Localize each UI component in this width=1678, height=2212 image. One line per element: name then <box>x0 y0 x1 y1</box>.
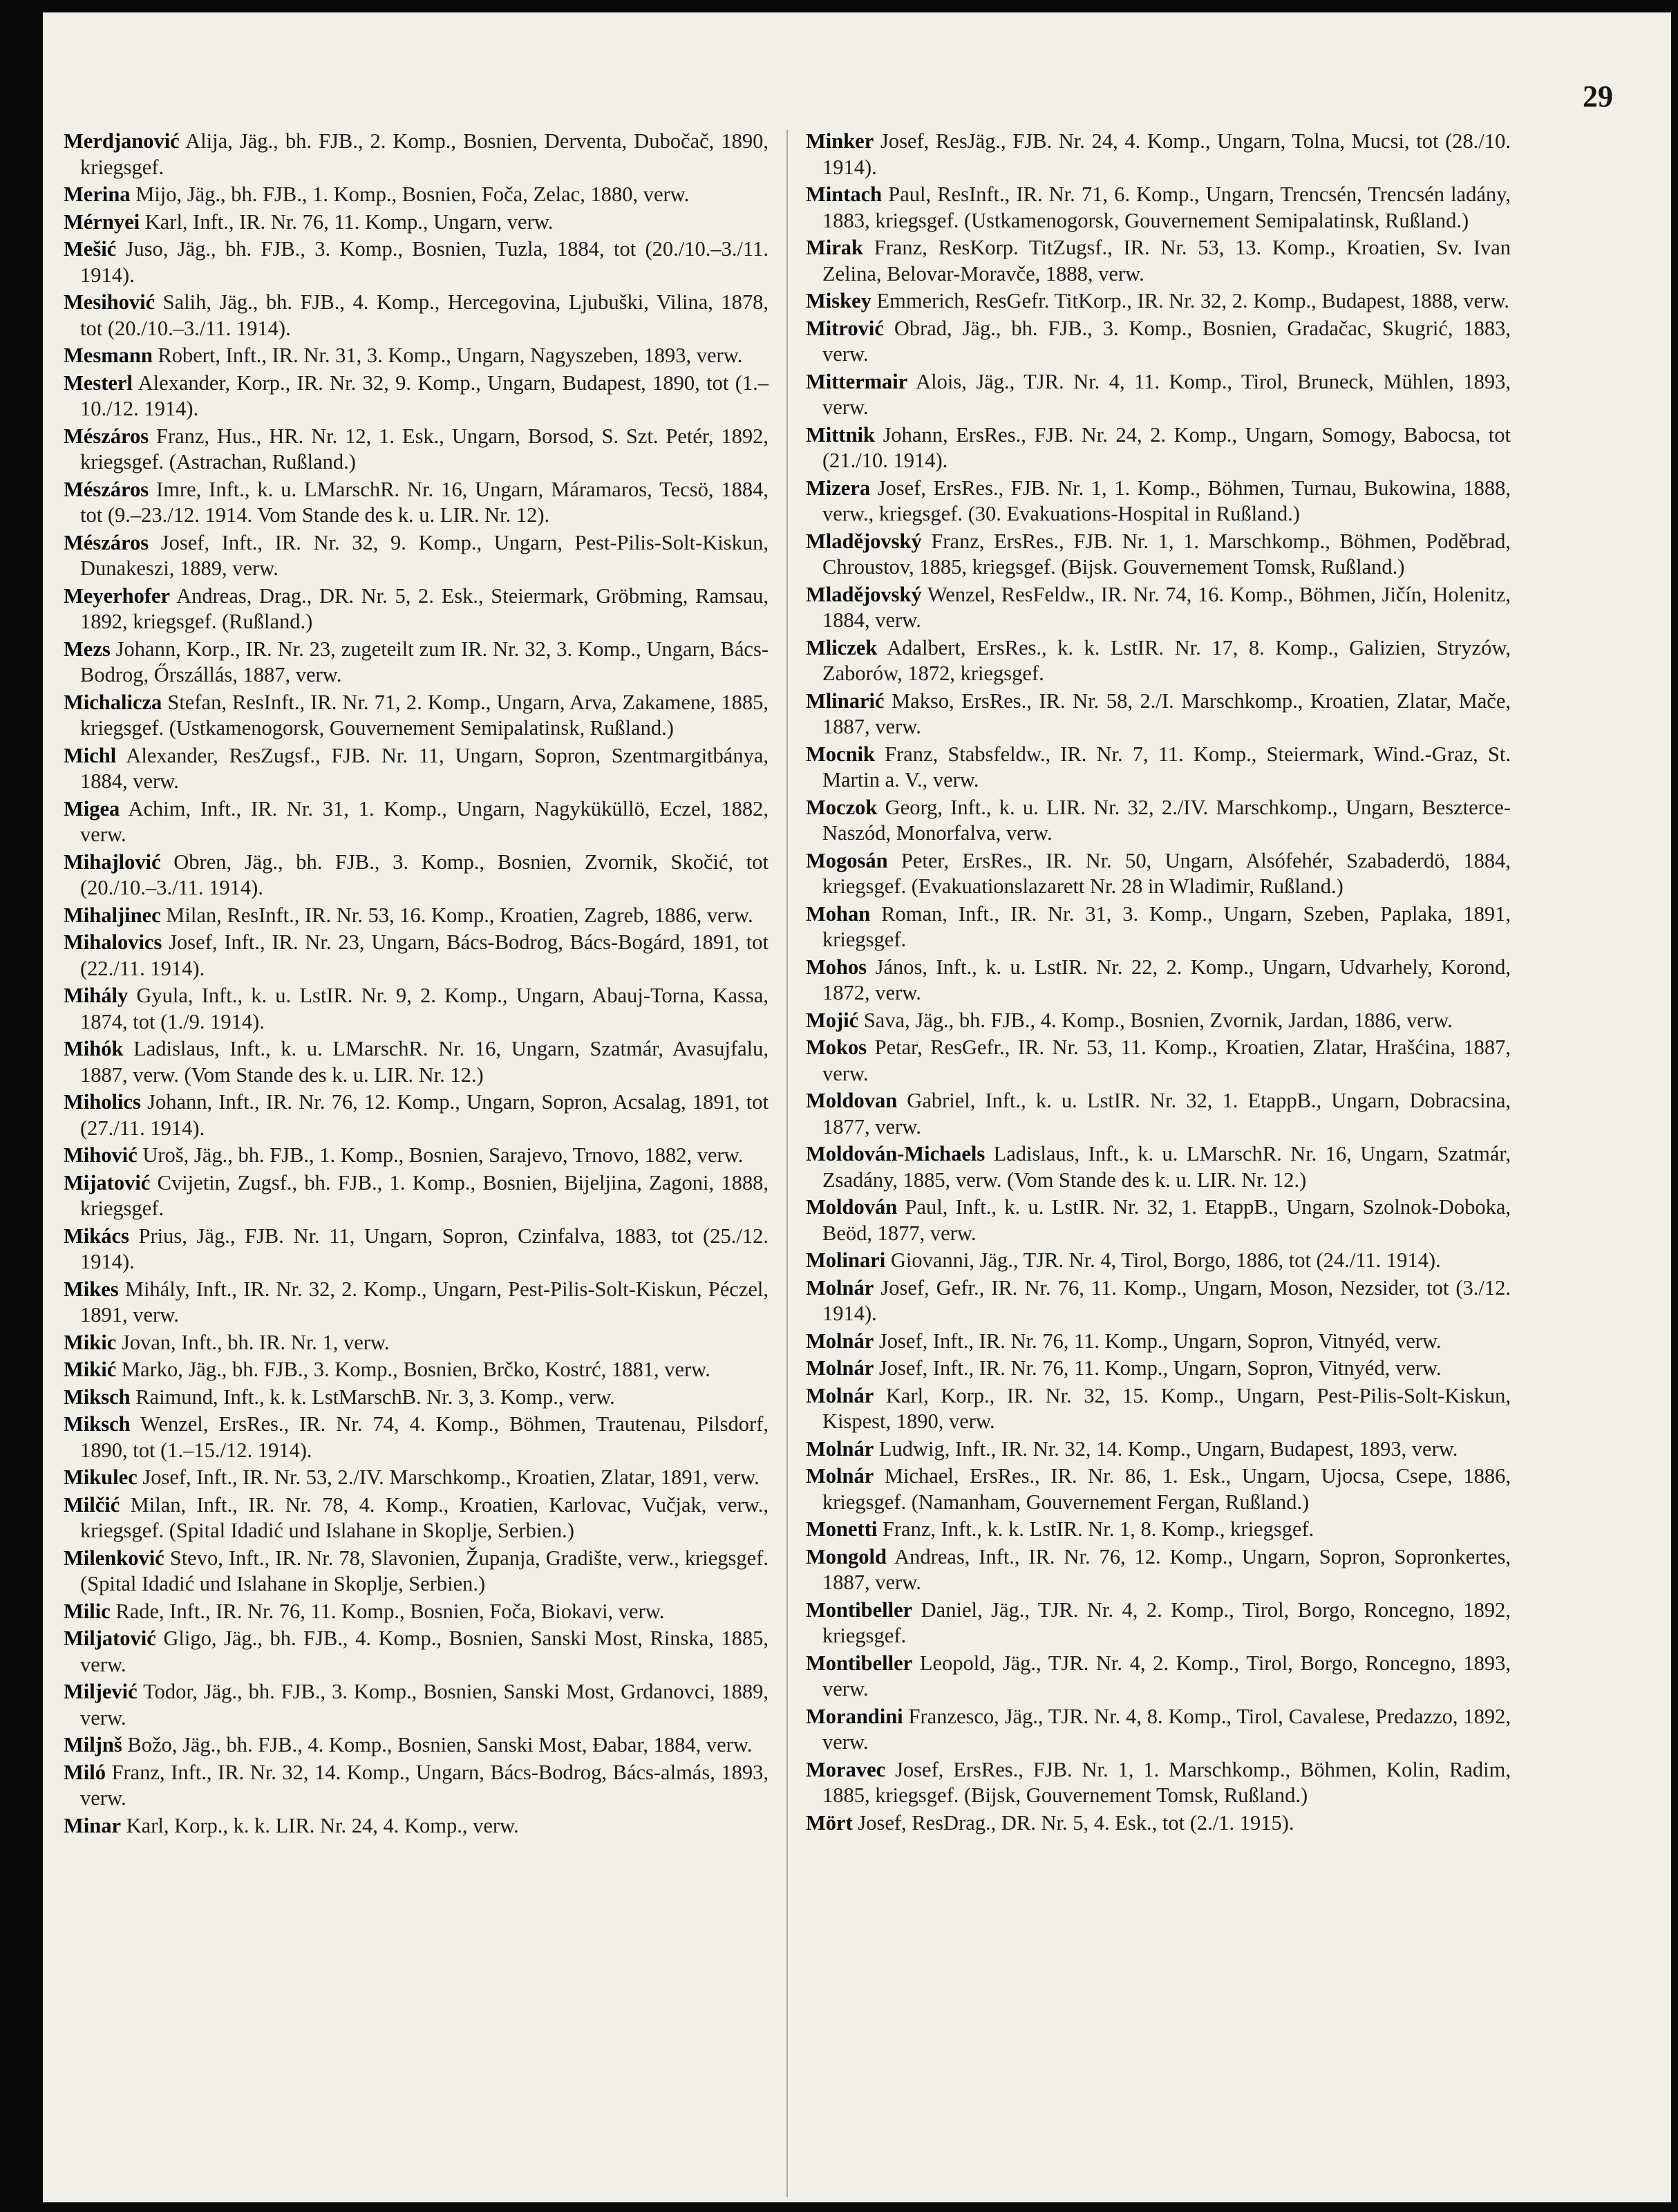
entry-surname: Migea <box>64 796 120 821</box>
entry-details: Josef, ErsRes., FJB. Nr. 1, 1. Marschkomp., Böhmen, Kolin, Radim, 1885, kriegsgef. (Bijsk, Gouvernement Tomsk, Rußland.) <box>822 1757 1511 1807</box>
entry-surname: Molnár <box>806 1275 874 1300</box>
entry-surname: Mliczek <box>806 635 878 659</box>
entry-details: Ludwig, Inft., IR. Nr. 32, 14. Komp., Ungarn, Budapest, 1893, verw. <box>878 1436 1458 1461</box>
entry-details: Michael, ErsRes., IR. Nr. 86, 1. Esk., Ungarn, Ujocsa, Csepe, 1886, kriegsgef. (Namanham, Gouvernement Fergan, Rußland.) <box>822 1464 1511 1514</box>
entry-surname: Mihaljinec <box>64 903 161 927</box>
entry-details: Franz, ErsRes., FJB. Nr. 1, 1. Marschkomp., Böhmen, Poděbrad, Chroustov, 1885, kriegsgef. (Bijsk. Gouvernement Tomsk, Rußland.) <box>822 529 1511 579</box>
entry-details: Milan, Inft., IR. Nr. 78, 4. Komp., Kroatien, Karlovac, Vučjak, verw., kriegsgef. (Spital Idadić und Islahane in Skoplje, Serbien.) <box>80 1492 769 1542</box>
register-entry <box>64 1412 769 1463</box>
entry-details: Josef, ErsRes., FJB. Nr. 1, 1. Komp., Böhmen, Turnau, Bukowina, 1888, verw., kriegsgef. (30. Evakuations-Hospital in Rußland.) <box>822 476 1511 525</box>
entry-details: Alexander, Korp., IR. Nr. 32, 9. Komp., Ungarn, Budapest, 1890, tot (1.–10./12. 1914). <box>80 371 769 420</box>
entry-details: Franz, Stabsfeldw., IR. Nr. 7, 11. Komp., Steiermark, Wind.-Graz, St. Martin a. V., verw. <box>822 742 1511 791</box>
entry-surname: Mohan <box>806 901 871 926</box>
register-entry <box>806 422 1511 474</box>
entry-surname: Mojić <box>806 1008 859 1032</box>
entry-surname: Molnár <box>806 1383 874 1407</box>
register-entry <box>64 743 769 795</box>
entry-surname: Minar <box>64 1813 122 1837</box>
entry-details: Josef, Inft., IR. Nr. 76, 11. Komp., Ungarn, Sopron, Vitnyéd, verw. <box>878 1356 1442 1380</box>
register-entry <box>64 1492 769 1544</box>
entry-details: Alexander, ResZugsf., FJB. Nr. 11, Ungarn, Sopron, Szentmargitbánya, 1884, verw. <box>80 743 769 793</box>
entry-surname: Molinari <box>806 1248 886 1272</box>
entry-details: Jovan, Inft., bh. IR. Nr. 1, verw. <box>121 1330 390 1354</box>
entry-details: Josef, Gefr., IR. Nr. 76, 11. Komp., Ungarn, Moson, Nezsider, tot (3./12. 1914). <box>822 1275 1511 1325</box>
register-entry <box>806 1436 1511 1463</box>
entry-surname: Miksch <box>64 1385 131 1409</box>
register-entry <box>806 1544 1511 1596</box>
register-entry <box>806 1810 1511 1837</box>
entry-surname: Mesterl <box>64 371 133 395</box>
register-entry <box>64 1546 769 1597</box>
entry-details: Peter, ErsRes., IR. Nr. 50, Ungarn, Alsófehér, Szabaderdö, 1884, kriegsgef. (Evakuationslazarett Nr. 28 in Wladimir, Rußland.) <box>822 848 1511 898</box>
register-entry <box>806 1329 1511 1355</box>
register-entry <box>806 288 1511 315</box>
register-entry <box>64 1385 769 1411</box>
entry-surname: Mohos <box>806 955 867 979</box>
register-entry <box>64 930 769 982</box>
left-column <box>64 129 769 1840</box>
entry-details: Franz, ResKorp. TitZugsf., IR. Nr. 53, 13. Komp., Kroatien, Sv. Ivan Zelina, Belovar-Moravče, 1888, verw. <box>822 236 1511 285</box>
entry-surname: Milenković <box>64 1546 164 1570</box>
register-entry <box>64 983 769 1035</box>
entry-details: Gyula, Inft., k. u. LstIR. Nr. 9, 2. Komp., Ungarn, Abauj-Torna, Kassa, 1874, tot (1./9. 1914). <box>80 984 769 1033</box>
entry-surname: Miljević <box>64 1680 138 1703</box>
entry-details: Josef, Inft., IR. Nr. 53, 2./IV. Marschkomp., Kroatien, Zlatar, 1891, verw. <box>142 1465 760 1489</box>
register-entry <box>806 688 1511 740</box>
entry-details: János, Inft., k. u. LstIR. Nr. 22, 2. Komp., Ungarn, Udvarhely, Korond, 1872, verw. <box>822 955 1511 1004</box>
entry-details: Stefan, ResInft., IR. Nr. 71, 2. Komp., Ungarn, Arva, Zakamene, 1885, kriegsgef. (Ustkamenogorsk, Gouvernement Semipalatinsk, Rußland.) <box>80 690 769 740</box>
register-entry <box>64 343 769 369</box>
entry-details: Josef, Inft., IR. Nr. 76, 11. Komp., Ungarn, Sopron, Vitnyéd, verw. <box>878 1329 1442 1353</box>
register-entry <box>64 477 769 529</box>
entry-details: Todor, Jäg., bh. FJB., 3. Komp., Bosnien, Sanski Most, Grdanovci, 1889, verw. <box>80 1680 769 1730</box>
entry-details: Paul, ResInft., IR. Nr. 71, 6. Komp., Ungarn, Trencsén, Trencsén ladány, 1883, kriegsgef. (Ustkamenogorsk, Gouvernement Semipalatinsk, Rußland.) <box>822 182 1511 232</box>
register-entry <box>64 371 769 422</box>
register-entry <box>64 690 769 742</box>
entry-surname: Mikes <box>64 1277 119 1301</box>
entry-surname: Miksch <box>64 1412 131 1436</box>
register-entry <box>806 1275 1511 1327</box>
entry-details: Juso, Jäg., bh. FJB., 3. Komp., Bosnien, Tuzla, 1884, tot (20./10.–3./11. 1914). <box>80 237 769 287</box>
page-number: 29 <box>1583 79 1613 113</box>
entry-details: Uroš, Jäg., bh. FJB., 1. Komp., Bosnien, Sarajevo, Trnovo, 1882, verw. <box>142 1143 744 1167</box>
entry-surname: Mészáros <box>64 530 149 554</box>
register-entry <box>64 1465 769 1491</box>
entry-surname: Mihály <box>64 984 129 1007</box>
entry-surname: Molnár <box>806 1356 874 1380</box>
column-divider <box>786 130 788 2197</box>
register-entry <box>806 635 1511 687</box>
entry-details: Wenzel, ErsRes., IR. Nr. 74, 4. Komp., Böhmen, Trautenau, Pilsdorf, 1890, tot (1.–15./12. 1914). <box>80 1412 769 1462</box>
register-entry <box>64 129 769 180</box>
document-page <box>43 12 1671 2202</box>
entry-details: Franz, Inft., k. k. LstIR. Nr. 1, 8. Komp., kriegsgef. <box>882 1517 1314 1541</box>
register-entry <box>806 476 1511 527</box>
register-entry <box>806 182 1511 234</box>
entry-surname: Minker <box>806 129 874 153</box>
entry-details: Cvijetin, Zugsf., bh. FJB., 1. Komp., Bosnien, Bijeljina, Zagoni, 1888, kriegsgef. <box>80 1170 769 1220</box>
entry-details: Franz, Inft., IR. Nr. 32, 14. Komp., Ungarn, Bács-Bodrog, Bács-almás, 1893, verw. <box>80 1760 769 1810</box>
entry-details: Franz, Hus., HR. Nr. 12, 1. Esk., Ungarn, Borsod, S. Szt. Petér, 1892, kriegsgef. (Astrachan, Rußland.) <box>80 424 769 474</box>
entry-surname: Mijatović <box>64 1170 151 1194</box>
entry-details: Rade, Inft., IR. Nr. 76, 11. Komp., Bosnien, Foča, Biokavi, verw. <box>115 1599 665 1623</box>
entry-details: Imre, Inft., k. u. LMarschR. Nr. 16, Ungarn, Máramaros, Tecsö, 1884, tot (9.–23./12. 1914. Vom Stande des k. u. LIR. Nr. 12). <box>80 477 769 527</box>
entry-details: Karl, Korp., k. k. LIR. Nr. 24, 4. Komp., verw. <box>126 1813 519 1837</box>
entry-surname: Mocnik <box>806 742 875 766</box>
register-entry <box>806 1356 1511 1382</box>
entry-surname: Mešić <box>64 237 117 261</box>
register-entry <box>806 1597 1511 1649</box>
register-entry <box>64 1732 769 1759</box>
entry-surname: Miskey <box>806 289 871 312</box>
register-entry <box>806 955 1511 1006</box>
entry-surname: Mihović <box>64 1143 138 1167</box>
register-entry <box>806 742 1511 794</box>
entry-surname: Mikic <box>64 1330 117 1354</box>
register-entry <box>806 582 1511 634</box>
entry-surname: Milčić <box>64 1492 120 1517</box>
entry-surname: Mesmann <box>64 344 153 367</box>
entry-details: Emmerich, ResGefr. TitKorp., IR. Nr. 32, 2. Komp., Budapest, 1888, verw. <box>876 289 1510 312</box>
entry-details: Gligo, Jäg., bh. FJB., 4. Komp., Bosnien, Sanski Most, Rinska, 1885, verw. <box>80 1627 769 1676</box>
entry-details: Adalbert, ErsRes., k. k. LstIR. Nr. 17, 8. Komp., Galizien, Stryzów, Zaborów, 1872, kriegsgef. <box>822 635 1511 685</box>
entry-surname: Mizera <box>806 476 871 500</box>
entry-surname: Moldovan <box>806 1089 898 1112</box>
entry-details: Wenzel, ResFeldw., IR. Nr. 74, 16. Komp., Böhmen, Jičín, Holenitz, 1884, verw. <box>822 582 1511 632</box>
register-entry <box>64 1626 769 1678</box>
entry-details: Ladislaus, Inft., k. u. LMarschR. Nr. 16, Ungarn, Szatmár, Avasujfalu, 1887, verw. (Vom Stande des k. u. LIR. Nr. 12.) <box>80 1037 769 1087</box>
entry-surname: Mlinarić <box>806 688 885 713</box>
register-entry <box>806 1463 1511 1515</box>
entry-details: Josef, ResJäg., FJB. Nr. 24, 4. Komp., Ungarn, Tolna, Mucsi, tot (28./10. 1914). <box>822 129 1511 179</box>
entry-details: Milan, ResInft., IR. Nr. 53, 16. Komp., Kroatien, Zagreb, 1886, verw. <box>166 903 753 927</box>
entry-details: Josef, Inft., IR. Nr. 23, Ungarn, Bács-Bodrog, Bács-Bogárd, 1891, tot (22./11. 1914). <box>80 930 769 980</box>
register-entry <box>806 1008 1511 1034</box>
entry-surname: Michalicza <box>64 690 162 714</box>
entry-details: Karl, Inft., IR. Nr. 76, 11. Komp., Ungarn, verw. <box>144 209 554 234</box>
entry-surname: Mitrović <box>806 316 884 340</box>
register-entry <box>806 1383 1511 1435</box>
register-entry <box>64 1760 769 1812</box>
entry-surname: Mihalovics <box>64 930 162 954</box>
register-entry <box>64 1089 769 1141</box>
entry-surname: Mogosán <box>806 848 888 872</box>
register-entry <box>64 290 769 341</box>
entry-surname: Miljatović <box>64 1627 156 1650</box>
entry-surname: Moldován <box>806 1195 898 1219</box>
register-entry <box>64 1357 769 1383</box>
entry-surname: Mészáros <box>64 424 149 448</box>
register-entry <box>64 1679 769 1731</box>
entry-details: Raimund, Inft., k. k. LstMarschB. Nr. 3, 3. Komp., verw. <box>135 1385 615 1409</box>
entry-details: Mijo, Jäg., bh. FJB., 1. Komp., Bosnien, Foča, Zelac, 1880, verw. <box>135 182 690 206</box>
entry-surname: Mittnik <box>806 422 875 447</box>
register-entry <box>64 796 769 848</box>
register-entry <box>806 129 1511 180</box>
entry-details: Andreas, Drag., DR. Nr. 5, 2. Esk., Steiermark, Gröbming, Ramsau, 1892, kriegsgef. (Rußland.) <box>80 583 769 633</box>
entry-surname: Montibeller <box>806 1651 913 1675</box>
register-entry <box>806 1088 1511 1140</box>
entry-surname: Miljnš <box>64 1733 122 1756</box>
register-entry <box>64 1170 769 1222</box>
register-entry <box>806 1517 1511 1543</box>
entry-surname: Moldován-Michaels <box>806 1142 986 1165</box>
register-entry <box>64 1224 769 1275</box>
entry-surname: Mérnyei <box>64 209 140 234</box>
entry-surname: Mihajlović <box>64 850 161 874</box>
register-entry <box>64 1143 769 1169</box>
entry-details: Josef, ResDrag., DR. Nr. 5, 4. Esk., tot (2./1. 1915). <box>858 1810 1294 1835</box>
entry-details: Prius, Jäg., FJB. Nr. 11, Ungarn, Sopron, Czinfalva, 1883, tot (25./12. 1914). <box>80 1224 769 1273</box>
entry-surname: Moczok <box>806 795 878 819</box>
entry-details: Marko, Jäg., bh. FJB., 3. Komp., Bosnien, Brčko, Kostrć, 1881, verw. <box>121 1358 710 1381</box>
entry-surname: Montibeller <box>806 1597 913 1622</box>
entry-surname: Mladějovský <box>806 582 922 606</box>
register-entry <box>806 848 1511 900</box>
entry-surname: Miholics <box>64 1090 141 1114</box>
register-entry <box>64 424 769 476</box>
entry-details: Georg, Inft., k. u. LIR. Nr. 32, 2./IV. Marschkomp., Ungarn, Beszterce-Naszód, Monorfalva, verw. <box>822 795 1511 845</box>
entry-surname: Milic <box>64 1599 111 1623</box>
register-entry <box>64 209 769 236</box>
entry-details: Achim, Inft., IR. Nr. 31, 1. Komp., Ungarn, Nagyküküllö, Eczel, 1882, verw. <box>80 796 769 846</box>
entry-surname: Michl <box>64 743 117 767</box>
entry-surname: Mört <box>806 1810 853 1835</box>
entry-details: Johann, ErsRes., FJB. Nr. 24, 2. Komp., Ungarn, Somogy, Babocsa, tot (21./10. 1914). <box>822 422 1511 472</box>
entry-surname: Miló <box>64 1760 106 1784</box>
register-entry <box>806 1757 1511 1809</box>
entry-surname: Morandini <box>806 1704 903 1728</box>
entry-details: Robert, Inft., IR. Nr. 31, 3. Komp., Ungarn, Nagyszeben, 1893, verw. <box>158 344 743 367</box>
register-entry <box>64 182 769 208</box>
register-entry <box>64 583 769 635</box>
entry-surname: Mikács <box>64 1224 129 1248</box>
entry-surname: Monetti <box>806 1517 878 1541</box>
entry-details: Josef, Inft., IR. Nr. 32, 9. Komp., Ungarn, Pest-Pilis-Solt-Kiskun, Dunakeszi, 1889, verw. <box>80 530 769 580</box>
entry-details: Petar, ResGefr., IR. Nr. 53, 11. Komp., Kroatien, Zlatar, Hrašćina, 1887, verw. <box>822 1035 1511 1085</box>
entry-details: Giovanni, Jäg., TJR. Nr. 4, Tirol, Borgo, 1886, tot (24./11. 1914). <box>890 1248 1441 1272</box>
entry-surname: Mészáros <box>64 477 149 501</box>
register-entry <box>64 530 769 582</box>
register-entry <box>64 236 769 288</box>
entry-details: Salih, Jäg., bh. FJB., 4. Komp., Hercegovina, Ljubuški, Vilina, 1878, tot (20./10.–3./11. 1914). <box>80 290 769 340</box>
entry-details: Gabriel, Inft., k. u. LstIR. Nr. 32, 1. EtappB., Ungarn, Dobracsina, 1877, verw. <box>822 1089 1511 1138</box>
register-entry <box>64 903 769 929</box>
entry-details: Karl, Korp., IR. Nr. 32, 15. Komp., Ungarn, Pest-Pilis-Solt-Kiskun, Kispest, 1890, verw. <box>822 1383 1511 1433</box>
entry-details: Alois, Jäg., TJR. Nr. 4, 11. Komp., Tirol, Bruneck, Mühlen, 1893, verw. <box>822 369 1511 419</box>
entry-details: Franzesco, Jäg., TJR. Nr. 4, 8. Komp., Tirol, Cavalese, Predazzo, 1892, verw. <box>822 1704 1511 1754</box>
entry-details: Alija, Jäg., bh. FJB., 2. Komp., Bosnien, Derventa, Dubočač, 1890, kriegsgef. <box>80 129 769 179</box>
entry-surname: Molnár <box>806 1329 874 1353</box>
entry-details: Ladislaus, Inft., k. u. LMarschR. Nr. 16, Ungarn, Szatmár, Zsadány, 1885, verw. (Vom Stande des k. u. LIR. Nr. 12.) <box>822 1142 1511 1192</box>
register-entry <box>806 529 1511 581</box>
entry-details: Paul, Inft., k. u. LstIR. Nr. 32, 1. EtappB., Ungarn, Szolnok-Doboka, Beöd, 1877, verw. <box>822 1195 1511 1245</box>
entry-details: Mihály, Inft., IR. Nr. 32, 2. Komp., Ungarn, Pest-Pilis-Solt-Kiskun, Péczel, 1891, verw. <box>80 1277 769 1327</box>
register-entry <box>806 1248 1511 1274</box>
register-entry <box>64 1277 769 1329</box>
entry-surname: Molnár <box>806 1464 874 1488</box>
entry-details: Stevo, Inft., IR. Nr. 78, Slavonien, Županja, Gradište, verw., kriegsgef. (Spital Idadić und Islahane in Skoplje, Serbien.) <box>80 1546 769 1595</box>
entry-details: Johann, Inft., IR. Nr. 76, 12. Komp., Ungarn, Sopron, Acsalag, 1891, tot (27./11. 1914). <box>80 1090 769 1140</box>
entry-surname: Mongold <box>806 1544 887 1568</box>
entry-details: Andreas, Inft., IR. Nr. 76, 12. Komp., Ungarn, Sopron, Sopronkertes, 1887, verw. <box>822 1544 1511 1594</box>
entry-surname: Mittermair <box>806 369 908 393</box>
entry-surname: Mokos <box>806 1035 867 1059</box>
entry-details: Obren, Jäg., bh. FJB., 3. Komp., Bosnien, Zvornik, Skočić, tot (20./10.–3./11. 1914). <box>80 850 769 899</box>
entry-details: Leopold, Jäg., TJR. Nr. 4, 2. Komp., Tirol, Borgo, Roncegno, 1893, verw. <box>822 1651 1511 1700</box>
register-entry <box>806 1651 1511 1703</box>
entry-surname: Merdjanović <box>64 129 180 153</box>
register-entry <box>806 901 1511 953</box>
register-entry <box>64 1330 769 1356</box>
entry-details: Božo, Jäg., bh. FJB., 4. Komp., Bosnien, Sanski Most, Đabar, 1884, verw. <box>127 1733 753 1756</box>
entry-surname: Meyerhofer <box>64 583 171 608</box>
entry-surname: Mirak <box>806 236 864 259</box>
entry-details: Daniel, Jäg., TJR. Nr. 4, 2. Komp., Tirol, Borgo, Roncegno, 1892, kriegsgef. <box>822 1597 1511 1647</box>
entry-surname: Mesihović <box>64 290 155 314</box>
register-entry <box>806 369 1511 421</box>
entry-details: Roman, Inft., IR. Nr. 31, 3. Komp., Ungarn, Szeben, Paplaka, 1891, kriegsgef. <box>822 901 1511 951</box>
register-entry <box>64 1813 769 1839</box>
register-entry <box>64 637 769 688</box>
entry-surname: Mikulec <box>64 1465 138 1489</box>
entry-details: Sava, Jäg., bh. FJB., 4. Komp., Bosnien, Zvornik, Jardan, 1886, verw. <box>863 1008 1453 1032</box>
register-entry <box>806 1141 1511 1193</box>
register-entry <box>806 316 1511 368</box>
right-column <box>806 129 1511 1837</box>
entry-surname: Mezs <box>64 637 111 661</box>
register-entry <box>64 1599 769 1625</box>
register-entry <box>64 1036 769 1088</box>
entry-surname: Mladějovský <box>806 529 922 553</box>
entry-surname: Mikić <box>64 1358 117 1381</box>
entry-surname: Merina <box>64 182 131 206</box>
register-entry <box>806 235 1511 287</box>
register-entry <box>806 1704 1511 1756</box>
register-entry <box>64 850 769 901</box>
register-entry <box>806 1035 1511 1087</box>
register-entry <box>806 795 1511 847</box>
entry-surname: Moravec <box>806 1757 886 1781</box>
entry-details: Obrad, Jäg., bh. FJB., 3. Komp., Bosnien, Gradačac, Skugrić, 1883, verw. <box>822 316 1511 366</box>
register-entry <box>806 1194 1511 1246</box>
entry-details: Makso, ErsRes., IR. Nr. 58, 2./I. Marschkomp., Kroatien, Zlatar, Mače, 1887, verw. <box>822 688 1511 738</box>
entry-surname: Mihók <box>64 1037 124 1060</box>
entry-surname: Molnár <box>806 1436 874 1461</box>
entry-surname: Mintach <box>806 182 883 206</box>
entry-details: Johann, Korp., IR. Nr. 23, zugeteilt zum IR. Nr. 32, 3. Komp., Ungarn, Bács-Bodrog, Őrszállás, 1887, verw. <box>80 637 769 686</box>
